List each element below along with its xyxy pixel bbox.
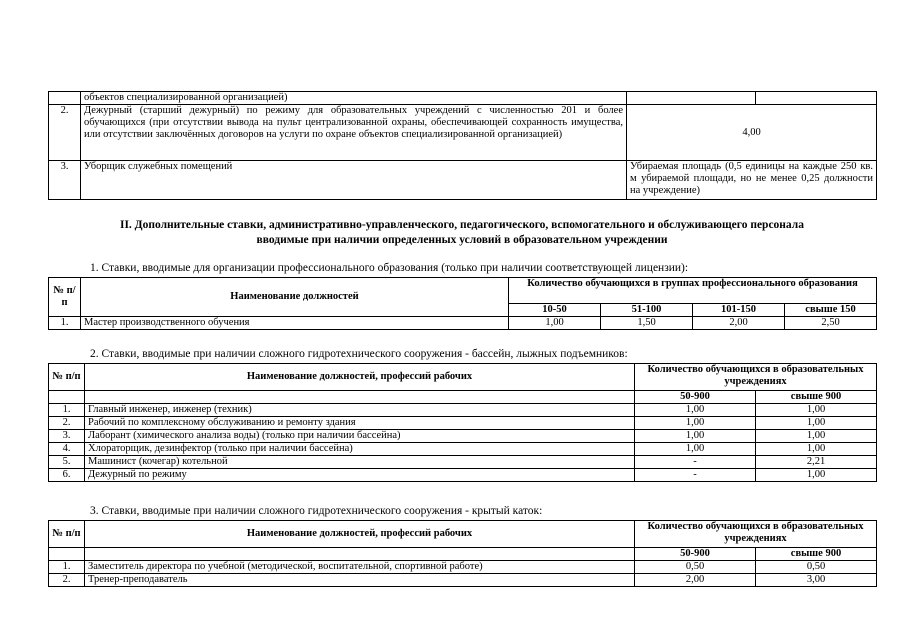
- value-cell: 2,00: [635, 574, 756, 587]
- value-cell: 1,00: [635, 430, 756, 443]
- section-heading-line1: II. Дополнительные ставки, административно-управленческого, педагогического, вспомогательного и обслуживающего персонала: [119, 219, 804, 231]
- row-number: 1.: [49, 561, 85, 574]
- column-header-name: Наименование должностей, профессий рабочих: [85, 364, 635, 391]
- value-cell: -: [635, 456, 756, 469]
- value-cell: 1,00: [635, 417, 756, 430]
- table-row: [49, 417, 877, 430]
- row-number: 3.: [49, 430, 85, 443]
- column-header-group: Количество обучающихся в группах профессионального образования: [509, 278, 877, 304]
- value-cell: 1,00: [509, 317, 601, 330]
- row-number: 6.: [49, 469, 85, 482]
- subcolumn-header: 10-50: [509, 304, 601, 317]
- top-staff-table: [48, 91, 877, 200]
- row-number: 3.: [49, 161, 81, 200]
- table2: [48, 363, 877, 482]
- row-number: 1.: [49, 317, 81, 330]
- value-cell: 0,50: [635, 561, 756, 574]
- table1-caption: 1. Ставки, вводимые для организации профессионального образования (только при наличии соответствующей лицензии):: [90, 262, 689, 274]
- table3-caption: 3. Ставки, вводимые при наличии сложного гидротехнического сооружения - крытый каток:: [90, 505, 543, 517]
- position-name: объектов специализированной организацией): [81, 92, 627, 105]
- subcolumn-header: свыше 150: [785, 304, 877, 317]
- table-row: [49, 92, 877, 105]
- table-row: [49, 404, 877, 417]
- table-header-row: [49, 521, 877, 548]
- section-heading-line2: вводимые при наличии определенных условий в образовательном учреждении: [256, 233, 668, 246]
- row-number: 4.: [49, 443, 85, 456]
- row-number: 2.: [49, 105, 81, 161]
- value-cell: 1,00: [756, 404, 877, 417]
- value-cell: 3,00: [756, 574, 877, 587]
- table-row: [49, 430, 877, 443]
- row-number: 2.: [49, 574, 85, 587]
- subcolumn-header: свыше 900: [756, 548, 877, 561]
- subcolumn-header: 50-900: [635, 391, 756, 404]
- subcolumn-header: свыше 900: [756, 391, 877, 404]
- row-number: 2.: [49, 417, 85, 430]
- table-row: [49, 561, 877, 574]
- empty-cell: [49, 548, 85, 561]
- table-subheader-row: [49, 391, 877, 404]
- subcolumn-header: 50-900: [635, 548, 756, 561]
- position-name: Дежурный (старший дежурный) по режиму для образовательных учреждений с численностью 201 и более обучающихся (при отсутствии вывода на пульт централизованной охраны, обеспечивающей сохранность имущества, или отсутствии заключённых договоров на услуги по охране объектов специализированной организацией): [81, 105, 627, 161]
- position-name: Рабочий по комплексному обслуживанию и ремонту здания: [85, 417, 635, 430]
- value-cell: Убираемая площадь (0,5 единицы на каждые 250 кв. м убираемой площади, но не менее 0,25 должности на учреждение): [627, 161, 877, 200]
- table-row: [49, 161, 877, 200]
- value-cell: 1,00: [756, 469, 877, 482]
- column-header-number: № п/п: [49, 521, 85, 548]
- position-name: Лаборант (химического анализа воды) (только при наличии бассейна): [85, 430, 635, 443]
- column-header-group: Количество обучающихся в образовательных учреждениях: [635, 521, 877, 548]
- table1: [48, 277, 877, 330]
- value-cell: 4,00: [627, 105, 877, 161]
- subcolumn-header: 101-150: [693, 304, 785, 317]
- subcolumn-header: 51-100: [601, 304, 693, 317]
- empty-cell: [49, 391, 85, 404]
- table-header-row: [49, 364, 877, 391]
- value-cell: 1,00: [635, 443, 756, 456]
- position-name: Заместитель директора по учебной (методической, воспитательной, спортивной работе): [85, 561, 635, 574]
- table-row: [49, 317, 877, 330]
- position-name: Уборщик служебных помещений: [81, 161, 627, 200]
- value-cell: 1,50: [601, 317, 693, 330]
- row-number: 1.: [49, 404, 85, 417]
- table-row: [49, 574, 877, 587]
- value-cell: 1,00: [635, 404, 756, 417]
- row-number: 5.: [49, 456, 85, 469]
- column-header-number: № п/п: [49, 278, 81, 317]
- position-name: Хлораторщик, дезинфектор (только при наличии бассейна): [85, 443, 635, 456]
- column-header-name: Наименование должностей, профессий рабочих: [85, 521, 635, 548]
- column-header-group: Количество обучающихся в образовательных учреждениях: [635, 364, 877, 391]
- section-heading: [48, 218, 876, 248]
- value-cell: 2,00: [693, 317, 785, 330]
- table-row: [49, 443, 877, 456]
- value-cell: 2,21: [756, 456, 877, 469]
- empty-cell: [85, 548, 635, 561]
- table3: [48, 520, 877, 587]
- row-number: [49, 92, 81, 105]
- value-cell: 1,00: [756, 417, 877, 430]
- value-cell: 2,50: [785, 317, 877, 330]
- value-cell: -: [635, 469, 756, 482]
- table-row: [49, 105, 877, 161]
- table-row: [49, 456, 877, 469]
- position-name: Мастер производственного обучения: [81, 317, 509, 330]
- position-name: Тренер-преподаватель: [85, 574, 635, 587]
- table-subheader-row: [49, 548, 877, 561]
- value-cell: 0,50: [756, 561, 877, 574]
- column-header-name: Наименование должностей: [81, 278, 509, 317]
- empty-cell: [85, 391, 635, 404]
- table-row: [49, 469, 877, 482]
- table-header-row: [49, 278, 877, 304]
- value-cell: 1,00: [756, 443, 877, 456]
- value-cell: 1,00: [756, 430, 877, 443]
- column-header-number: № п/п: [49, 364, 85, 391]
- value-cell: [756, 92, 877, 105]
- value-cell: [627, 92, 756, 105]
- table2-caption: 2. Ставки, вводимые при наличии сложного гидротехнического сооружения - бассейн, лыжных подъемников:: [90, 348, 628, 360]
- position-name: Машинист (кочегар) котельной: [85, 456, 635, 469]
- position-name: Дежурный по режиму: [85, 469, 635, 482]
- position-name: Главный инженер, инженер (техник): [85, 404, 635, 417]
